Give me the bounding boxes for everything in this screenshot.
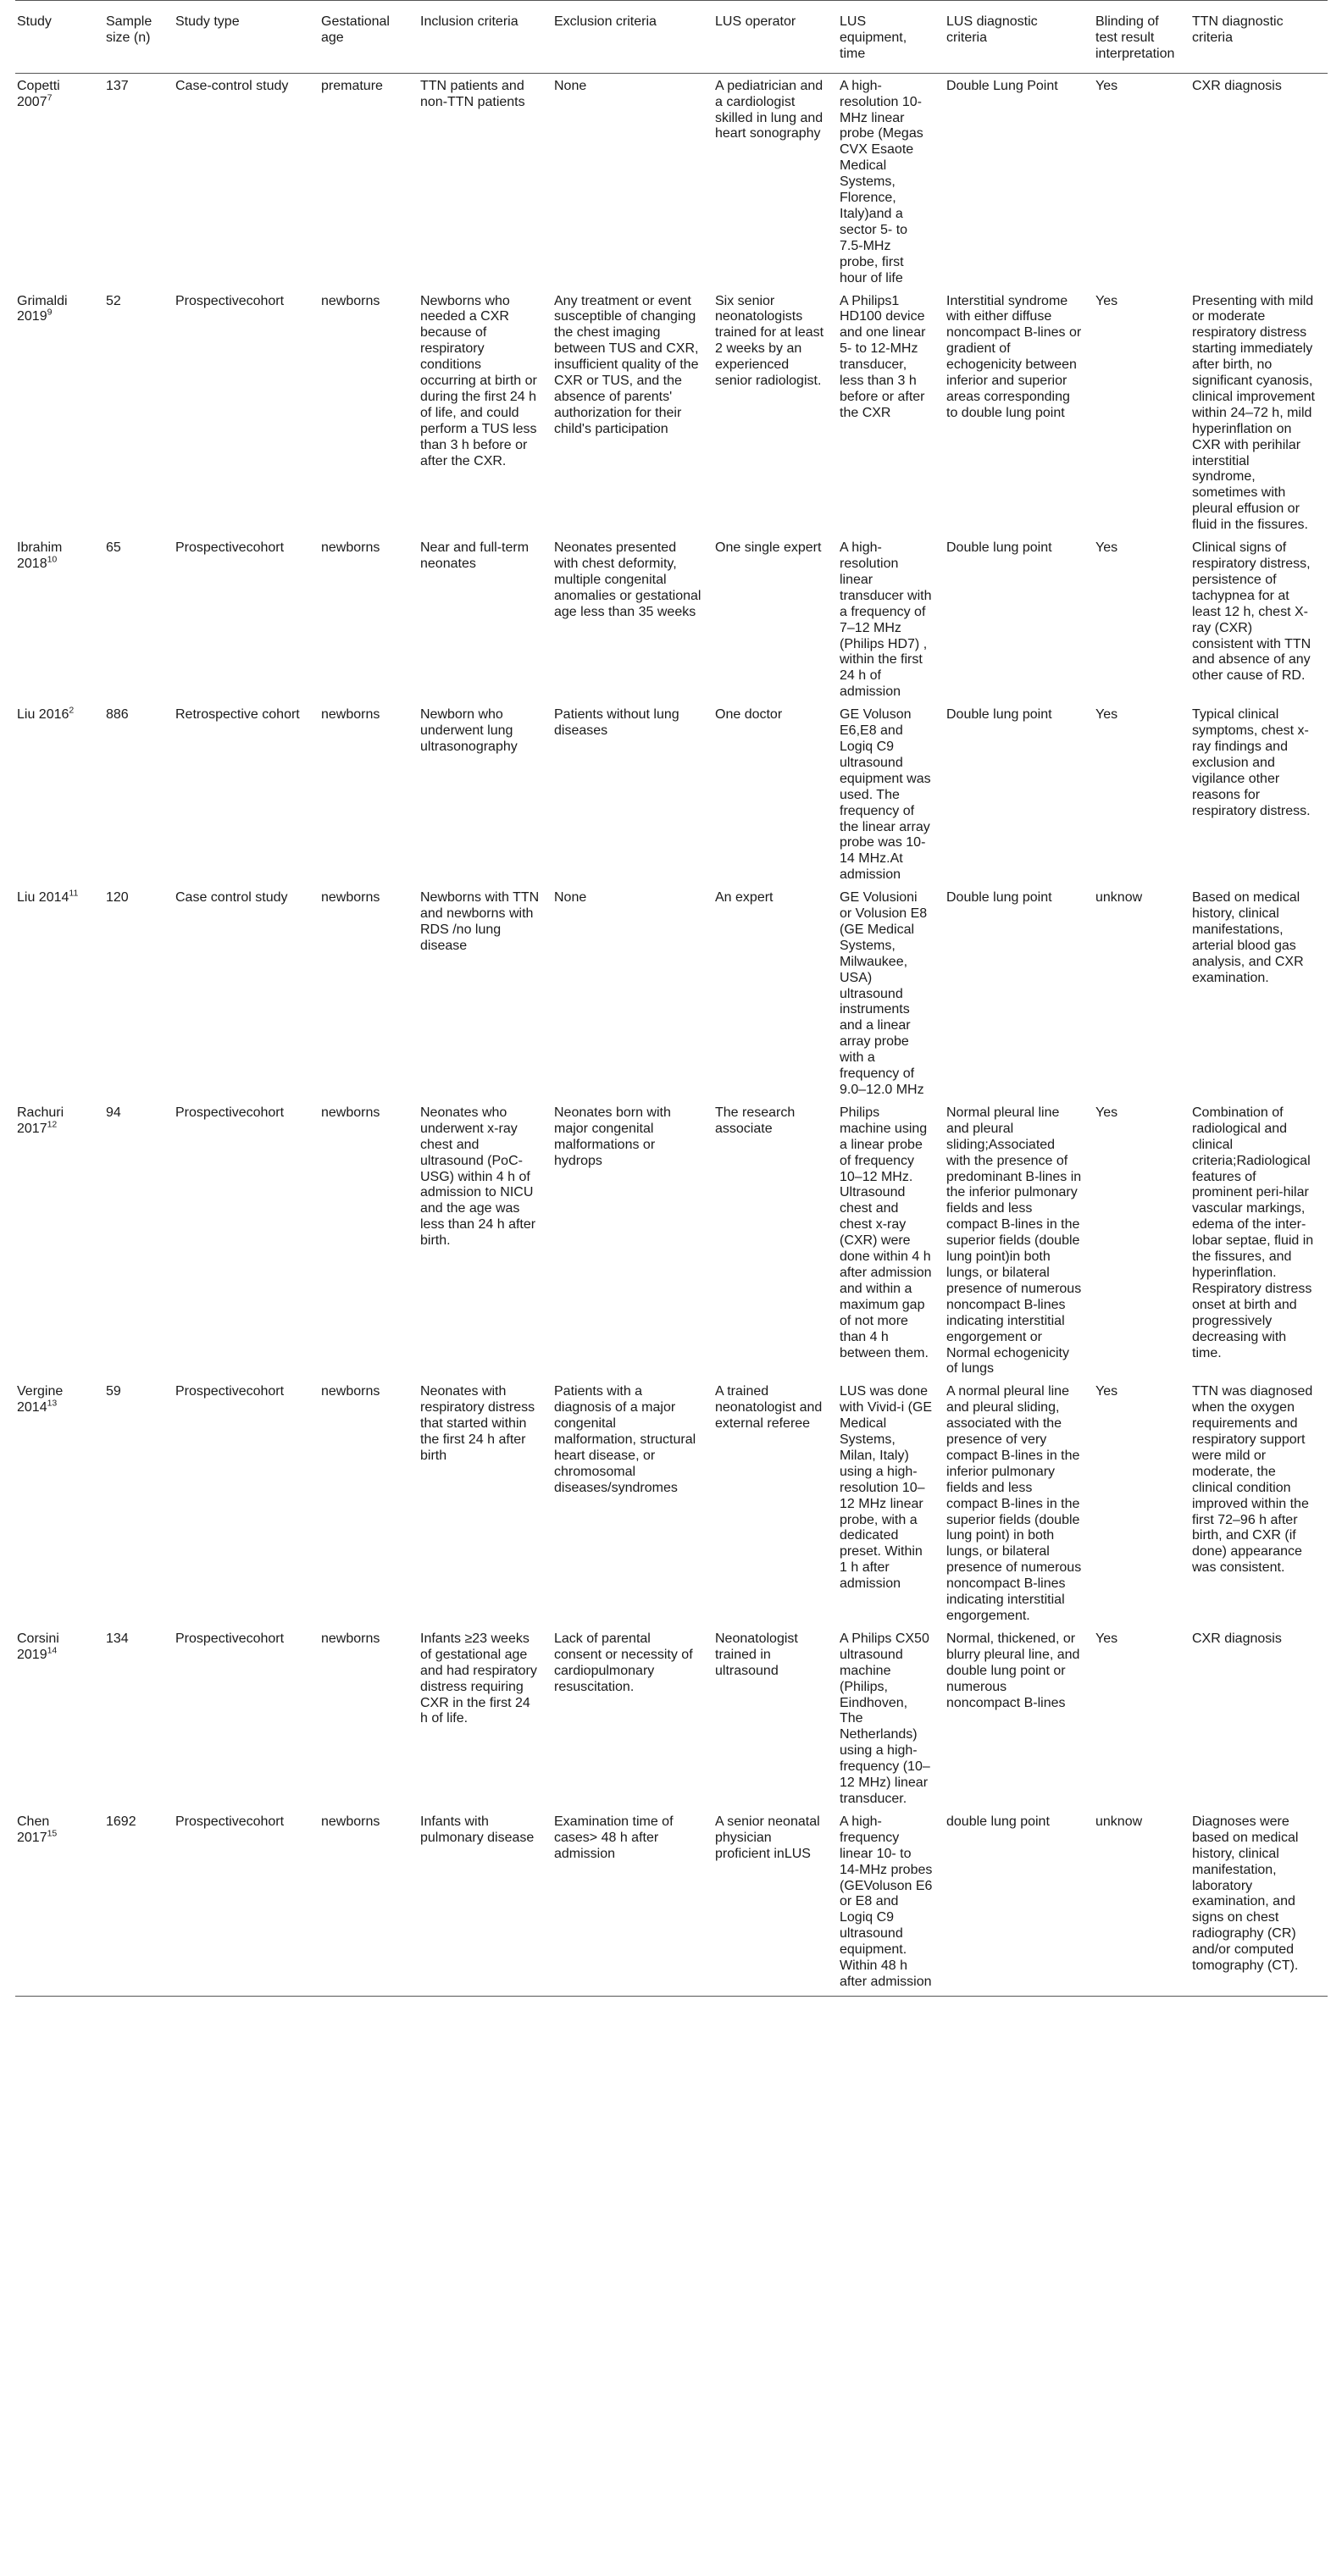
- exclusion-criteria-cell: Patients without lung diseases: [554, 707, 679, 739]
- study-cell: [15, 885, 104, 1100]
- reference-number: 13: [47, 1398, 58, 1409]
- lus-diagnostic-criteria-cell: Normal pleural line and pleural sliding;Associated with the presence of predominant B-lines in the inferior pulmonary fields and less compact B-lines in the superior fields (double lung point)in both lungs, or bilateral presence of numerous noncompact B-lines indicating interstitial engorgement or Normal echogenicity of lungs: [946, 1105, 1082, 1377]
- lus-operator-cell: A pediatrician and a cardiologist skilled in lung and heart sonography: [715, 78, 824, 141]
- blinding-cell: Yes: [1095, 78, 1118, 93]
- ttn-diagnostic-criteria-cell: TTN was diagnosed when the oxygen requirements and respiratory support were mild or moderate, the clinical condition improved within the first 72–96 h after birth, and CXR (if done) appearance was consistent.: [1192, 1384, 1313, 1576]
- ttn-diagnostic-criteria-cell: Typical clinical symptoms, chest x-ray findings and exclusion and vigilance other reasons for respiratory distress.: [1192, 707, 1311, 818]
- study-type-cell: Case-control study: [175, 78, 289, 93]
- lus-operator-cell: A senior neonatal physician proficient inLUS: [713, 1809, 838, 1996]
- header-lus-operator: LUS operator: [713, 1, 838, 74]
- table-row: [15, 1809, 1328, 1996]
- study-type-cell: Prospectivecohort: [175, 1384, 285, 1399]
- exclusion-criteria-cell: Patients with a diagnosis of a major congenital malformation, structural heart disease, or chromosomal diseases/syndromes: [554, 1384, 696, 1495]
- study-cell: [15, 1379, 104, 1626]
- exclusion-criteria-cell: Examination time of cases> 48 h after admission: [552, 1809, 713, 1996]
- lus-equipment-cell: A high-resolution 10-MHz linear probe (Megas CVX Esaote Medical Systems, Florence, Italy)and a sector 5- to 7.5-MHz probe, first hour of life: [840, 78, 923, 285]
- gestational-age-cell: newborns: [321, 293, 380, 308]
- study-cell: [15, 535, 104, 702]
- header-lus-diagnostic-criteria: LUS diagnostic criteria: [945, 1, 1094, 74]
- blinding-cell: Yes: [1095, 1631, 1118, 1646]
- gestational-age-cell: newborns: [321, 1384, 380, 1399]
- sample-size-cell: 59: [106, 1384, 121, 1399]
- study-name: Liu 2014: [17, 890, 69, 906]
- blinding-cell: Yes: [1095, 540, 1118, 556]
- reference-number: 15: [47, 1828, 58, 1839]
- ttn-diagnostic-criteria-cell: Presenting with mild or moderate respiratory distress starting immediately after birth, no significant cyanosis, clinical improvement within 24–72 h, mild hyperinflation on CXR with perihilar interstitial syndrome, sometimes with pleural effusion or fluid in the fissures.: [1192, 293, 1315, 533]
- lus-operator-cell: One single expert: [715, 540, 822, 556]
- lus-diagnostic-criteria-cell: Interstitial syndrome with either diffuse noncompact B-lines or gradient of echogenicity between inferior and superior areas corresponding to double lung point: [946, 293, 1082, 420]
- exclusion-criteria-cell: Any treatment or event susceptible of changing the chest imaging between TUS and CXR, insufficient quality of the CXR or TUS, and the absence of parents' authorization for their child's participation: [554, 293, 699, 436]
- header-lus-equipment: LUS equipment, time: [838, 1, 945, 74]
- study-cell: [15, 73, 104, 288]
- inclusion-criteria-cell: Newborns with TTN and newborns with RDS /no lung disease: [420, 890, 540, 953]
- study-cell: [15, 1809, 104, 1996]
- sample-size-cell: 1692: [104, 1809, 174, 1996]
- lus-operator-cell: A trained neonatologist and external referee: [715, 1384, 823, 1432]
- ttn-diagnostic-criteria-cell: CXR diagnosis: [1192, 78, 1282, 93]
- lus-diagnostic-criteria-cell: Double lung point: [946, 540, 1052, 556]
- study-name: Vergine 2014: [17, 1384, 64, 1415]
- header-study-type: Study type: [174, 1, 319, 74]
- study-name: Chen 2017: [17, 1814, 50, 1845]
- ttn-diagnostic-criteria-cell: Diagnoses were based on medical history, clinical manifestation, laboratory examination, and signs on chest radiography (CR) and/or computed tomography (CT).: [1190, 1809, 1328, 1996]
- lus-equipment-cell: A high-resolution linear transducer with a frequency of 7–12 MHz (Philips HD7) , within the first 24 h of admission: [840, 540, 932, 700]
- blinding-cell: Yes: [1095, 1384, 1118, 1399]
- study-type-cell: Prospectivecohort: [175, 293, 285, 308]
- exclusion-criteria-cell: Neonates presented with chest deformity, multiple congenital anomalies or gestational age less than 35 weeks: [554, 540, 702, 619]
- table-row: [15, 702, 1328, 885]
- lus-diagnostic-criteria-cell: Double Lung Point: [946, 78, 1058, 93]
- reference-number: 2: [69, 705, 75, 716]
- header-inclusion-criteria: Inclusion criteria: [419, 1, 552, 74]
- inclusion-criteria-cell: Near and full-term neonates: [420, 540, 530, 571]
- header-ttn-diagnostic-criteria: TTN diagnostic criteria: [1190, 1, 1328, 74]
- header-blinding: Blinding of test result interpretation: [1094, 1, 1190, 74]
- lus-operator-cell: One doctor: [715, 707, 783, 723]
- gestational-age-cell: newborns: [321, 540, 380, 556]
- lus-operator-cell: Neonatologist trained in ultrasound: [715, 1631, 798, 1678]
- lus-equipment-cell: A high-frequency linear 10- to 14-MHz probes (GEVoluson E6 or E8 and Logiq C9 ultrasound equipment. Within 48 h after admission: [838, 1809, 945, 1996]
- inclusion-criteria-cell: Newborns who needed a CXR because of respiratory conditions occurring at birth or during the first 24 h of life, and could perform a TUS less than 3 h before or after the CXR.: [420, 293, 537, 468]
- lus-equipment-cell: LUS was done with Vivid-i (GE Medical Systems, Milan, Italy) using a high-resolution 10–12 MHz linear probe, with a dedicated preset. Within 1 h after admission: [840, 1384, 933, 1592]
- sample-size-cell: 120: [106, 890, 129, 906]
- study-type-cell: Prospectivecohort: [175, 1631, 285, 1646]
- gestational-age-cell: newborns: [321, 890, 380, 906]
- ttn-diagnostic-criteria-cell: CXR diagnosis: [1192, 1631, 1282, 1646]
- study-cell: [15, 702, 104, 885]
- lus-equipment-cell: A Philips1 HD100 device and one linear 5- to 12-MHz transducer, less than 3 h before or after the CXR: [840, 293, 926, 420]
- lus-operator-cell: The research associate: [715, 1105, 796, 1136]
- reference-number: 11: [69, 888, 79, 899]
- sample-size-cell: 886: [106, 707, 129, 723]
- ttn-diagnostic-criteria-cell: Based on medical history, clinical manifestations, arterial blood gas analysis, and CXR examination.: [1192, 890, 1304, 985]
- ttn-diagnostic-criteria-cell: Clinical signs of respiratory distress, persistence of tachypnea for at least 12 h, chest X-ray (CXR) consistent with TTN and absence of any other cause of RD.: [1192, 540, 1312, 684]
- gestational-age-cell: premature: [321, 78, 383, 93]
- inclusion-criteria-cell: TTN patients and non-TTN patients: [420, 78, 525, 109]
- lus-diagnostic-criteria-cell: Double lung point: [946, 707, 1052, 723]
- reference-number: 7: [47, 92, 53, 103]
- blinding-cell: unknow: [1095, 890, 1143, 906]
- header-study: Study: [15, 1, 104, 74]
- gestational-age-cell: newborns: [321, 1631, 380, 1646]
- exclusion-criteria-cell: Neonates born with major congenital malformations or hydrops: [554, 1105, 671, 1168]
- inclusion-criteria-cell: Infants ≥23 weeks of gestational age and had respiratory distress requiring CXR in the first 24 h of life.: [420, 1631, 537, 1726]
- study-cell: [15, 1100, 104, 1379]
- table-row: [15, 73, 1328, 288]
- lus-equipment-cell: Philips machine using a linear probe of frequency 10–12 MHz. Ultrasound chest and chest x-ray (CXR) were done within 4 h after admission and within a maximum gap of not more than 4 h between them.: [840, 1105, 932, 1360]
- inclusion-criteria-cell: Newborn who underwent lung ultrasonography: [420, 707, 518, 754]
- lus-diagnostic-criteria-cell: double lung point: [945, 1809, 1094, 1996]
- lus-diagnostic-criteria-cell: Normal, thickened, or blurry pleural line, and double lung point or numerous noncompact B-lines: [946, 1631, 1080, 1710]
- inclusion-criteria-cell: Neonates who underwent x-ray chest and ultrasound (PoC-USG) within 4 h of admission to NICU and the age was less than 24 h after birth.: [420, 1105, 536, 1249]
- blinding-cell: Yes: [1095, 1105, 1118, 1120]
- lus-equipment-cell: A Philips CX50 ultrasound machine (Philips, Eindhoven, The Netherlands) using a high-frequency (10–12 MHz) linear transducer.: [840, 1631, 930, 1806]
- study-type-cell: Prospectivecohort: [175, 1105, 285, 1120]
- study-name: Grimaldi 2019: [17, 293, 68, 324]
- gestational-age-cell: newborns: [321, 1105, 380, 1120]
- inclusion-criteria-cell: Neonates with respiratory distress that started within the first 24 h after birth: [420, 1384, 535, 1463]
- study-type-cell: Case control study: [175, 890, 288, 906]
- blinding-cell: Yes: [1095, 707, 1118, 723]
- study-name: Corsini 2019: [17, 1631, 59, 1662]
- header-exclusion-criteria: Exclusion criteria: [552, 1, 713, 74]
- blinding-cell: Yes: [1095, 293, 1118, 308]
- table-row: [15, 1100, 1328, 1379]
- table-container: [15, 0, 1328, 1997]
- table-row: [15, 885, 1328, 1100]
- table-row: [15, 289, 1328, 536]
- table-row: [15, 1379, 1328, 1626]
- gestational-age-cell: newborns: [321, 707, 380, 723]
- blinding-cell: unknow: [1094, 1809, 1190, 1996]
- study-type-cell: Prospectivecohort: [174, 1809, 319, 1996]
- sample-size-cell: 134: [106, 1631, 129, 1646]
- study-name: Liu 2016: [17, 707, 69, 723]
- lus-operator-cell: An expert: [715, 890, 774, 906]
- reference-number: 10: [47, 554, 58, 565]
- study-type-cell: Prospectivecohort: [175, 540, 285, 556]
- study-cell: [15, 1626, 104, 1809]
- study-characteristics-table: [15, 0, 1328, 1997]
- header-gestational-age: Gestational age: [319, 1, 419, 74]
- sample-size-cell: 94: [106, 1105, 121, 1120]
- table-row: [15, 1626, 1328, 1809]
- reference-number: 9: [47, 307, 53, 319]
- exclusion-criteria-cell: None: [554, 890, 587, 906]
- lus-diagnostic-criteria-cell: A normal pleural line and pleural sliding, associated with the presence of very compact B-lines in the inferior pulmonary fields and less compact B-lines in the superior fields (double lung point) in both lungs, or bilateral presence of numerous noncompact B-lines indicating interstitial engorgement.: [946, 1384, 1082, 1623]
- header-row: [15, 1, 1328, 74]
- study-cell: [15, 289, 104, 536]
- lus-equipment-cell: GE Voluson E6,E8 and Logiq C9 ultrasound equipment was used. The frequency of the linear array probe was 10-14 MHz.At admission: [840, 707, 931, 883]
- sample-size-cell: 137: [106, 78, 129, 93]
- gestational-age-cell: newborns: [319, 1809, 419, 1996]
- table-body: [15, 73, 1328, 1996]
- reference-number: 12: [47, 1119, 58, 1130]
- lus-diagnostic-criteria-cell: Double lung point: [946, 890, 1052, 906]
- reference-number: 14: [47, 1645, 58, 1656]
- sample-size-cell: 65: [106, 540, 121, 556]
- sample-size-cell: 52: [106, 293, 121, 308]
- header-sample-size: Sample size (n): [104, 1, 174, 74]
- exclusion-criteria-cell: None: [554, 78, 587, 93]
- ttn-diagnostic-criteria-cell: Combination of radiological and clinical criteria;Radiological features of prominent peri-hilar vascular markings, edema of the inter-lobar septae, fluid in the fissures, and hyperinflation. Respiratory distress onset at birth and progressively decreasing with time.: [1192, 1105, 1314, 1360]
- study-name: Rachuri 2017: [17, 1105, 64, 1136]
- lus-equipment-cell: GE Volusioni or Volusion E8 (GE Medical Systems, Milwaukee, USA) ultrasound instruments and a linear array probe with a frequency of 9.0–12.0 MHz: [840, 890, 928, 1097]
- table-row: [15, 535, 1328, 702]
- exclusion-criteria-cell: Lack of parental consent or necessity of cardiopulmonary resuscitation.: [554, 1631, 693, 1694]
- inclusion-criteria-cell: Infants with pulmonary disease: [419, 1809, 552, 1996]
- lus-operator-cell: Six senior neonatologists trained for at least 2 weeks by an experienced senior radiologist.: [715, 293, 824, 389]
- study-type-cell: Retrospective cohort: [175, 707, 300, 723]
- study-name: Ibrahim 2018: [17, 540, 63, 571]
- study-name: Copetti 2007: [17, 78, 60, 109]
